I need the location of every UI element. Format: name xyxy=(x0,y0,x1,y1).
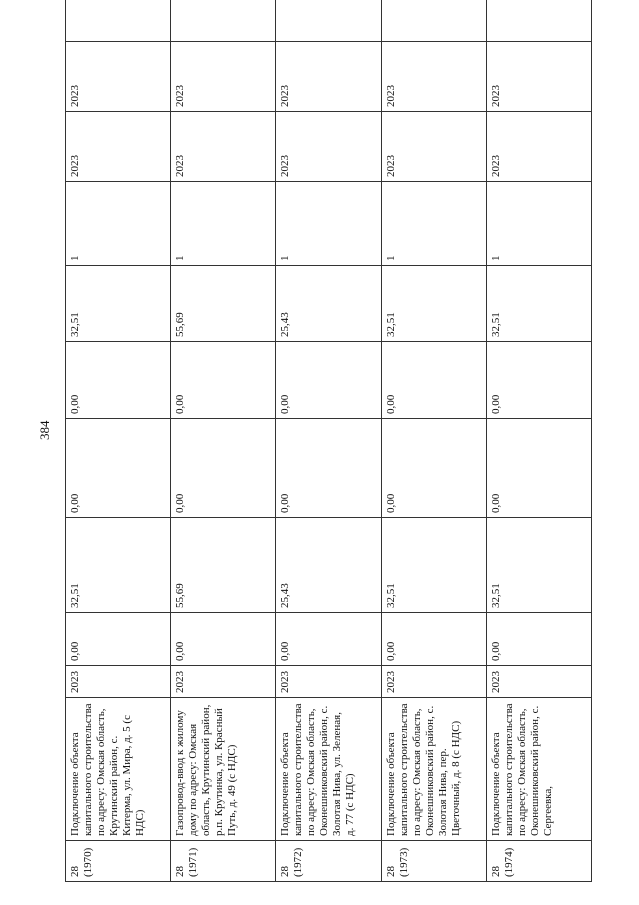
empty-cell xyxy=(486,0,591,42)
empty-cell xyxy=(276,0,381,42)
value-cell: 0,00 xyxy=(486,342,591,419)
year-cell: 2023 xyxy=(171,112,276,182)
year-cell: 2023 xyxy=(381,42,486,112)
value-cell: 0,00 xyxy=(381,342,486,419)
row-number: 28 (1974) xyxy=(486,841,591,882)
year-cell: 2023 xyxy=(276,42,381,112)
value-cell: 32,51 xyxy=(66,518,171,613)
value-cell: 55,69 xyxy=(171,518,276,613)
value-cell: 0,00 xyxy=(171,419,276,518)
year-cell: 2023 xyxy=(66,42,171,112)
value-cell: 32,51 xyxy=(66,266,171,342)
project-name: Подключение объекта капитального строительства по адресу: Омская область, Оконешниковский район, с. Золотая Нива, ул. Зеленая, д. 77 (с НДС) xyxy=(276,698,381,841)
year-cell: 2023 xyxy=(171,666,276,698)
value-cell: 0,00 xyxy=(66,419,171,518)
value-cell: 0,00 xyxy=(171,342,276,419)
count-cell: 1 xyxy=(171,182,276,266)
empty-cell xyxy=(171,0,276,42)
row-number: 28 (1973) xyxy=(381,841,486,882)
table-row xyxy=(276,0,381,882)
project-name: Подключение объекта капитального строительства по адресу: Омская область, Оконешниковский район, с. Сергеевка, xyxy=(486,698,591,841)
row-number: 28 (1972) xyxy=(276,841,381,882)
row-number: 28 (1970) xyxy=(66,841,171,882)
year-cell: 2023 xyxy=(171,42,276,112)
investment-table xyxy=(65,0,592,882)
value-cell: 0,00 xyxy=(381,613,486,666)
value-cell: 0,00 xyxy=(66,342,171,419)
year-cell: 2023 xyxy=(381,112,486,182)
year-cell: 2023 xyxy=(486,112,591,182)
year-cell: 2023 xyxy=(66,112,171,182)
year-cell: 2023 xyxy=(276,112,381,182)
empty-cell xyxy=(381,0,486,42)
value-cell: 0,00 xyxy=(486,613,591,666)
year-cell: 2023 xyxy=(381,666,486,698)
value-cell: 0,00 xyxy=(66,613,171,666)
value-cell: 0,00 xyxy=(276,613,381,666)
table-container xyxy=(65,20,592,882)
table-row xyxy=(381,0,486,882)
project-name: Подключение объекта капитального строительства по адресу: Омская область, Оконешниковский район, с. Золотая Нива, пер. Цветочный, д. 8 (с НДС) xyxy=(381,698,486,841)
count-cell: 1 xyxy=(381,182,486,266)
year-cell: 2023 xyxy=(66,666,171,698)
value-cell: 32,51 xyxy=(381,266,486,342)
value-cell: 55,69 xyxy=(171,266,276,342)
year-cell: 2023 xyxy=(276,666,381,698)
project-name: Подключение объекта капитального строительства по адресу: Омская область, Крутинский район, с. Китерма, ул. Мира, д. 5 (с НДС) xyxy=(66,698,171,841)
project-name: Газопровод-ввод к жилому дому по адресу: Омская область, Крутинский район, р.п. Крутинка, ул. Красный Путь, д. 49 (с НДС) xyxy=(171,698,276,841)
table-row xyxy=(486,0,591,882)
value-cell: 32,51 xyxy=(381,518,486,613)
table-row xyxy=(66,0,171,882)
value-cell: 0,00 xyxy=(171,613,276,666)
value-cell: 25,43 xyxy=(276,266,381,342)
empty-cell xyxy=(66,0,171,42)
page-number: 384 xyxy=(37,420,52,440)
year-cell: 2023 xyxy=(486,42,591,112)
value-cell: 32,51 xyxy=(486,266,591,342)
value-cell: 0,00 xyxy=(486,419,591,518)
value-cell: 0,00 xyxy=(381,419,486,518)
count-cell: 1 xyxy=(276,182,381,266)
year-cell: 2023 xyxy=(486,666,591,698)
count-cell: 1 xyxy=(66,182,171,266)
value-cell: 25,43 xyxy=(276,518,381,613)
value-cell: 0,00 xyxy=(276,419,381,518)
count-cell: 1 xyxy=(486,182,591,266)
value-cell: 32,51 xyxy=(486,518,591,613)
table-row xyxy=(171,0,276,882)
value-cell: 0,00 xyxy=(276,342,381,419)
row-number: 28 (1971) xyxy=(171,841,276,882)
